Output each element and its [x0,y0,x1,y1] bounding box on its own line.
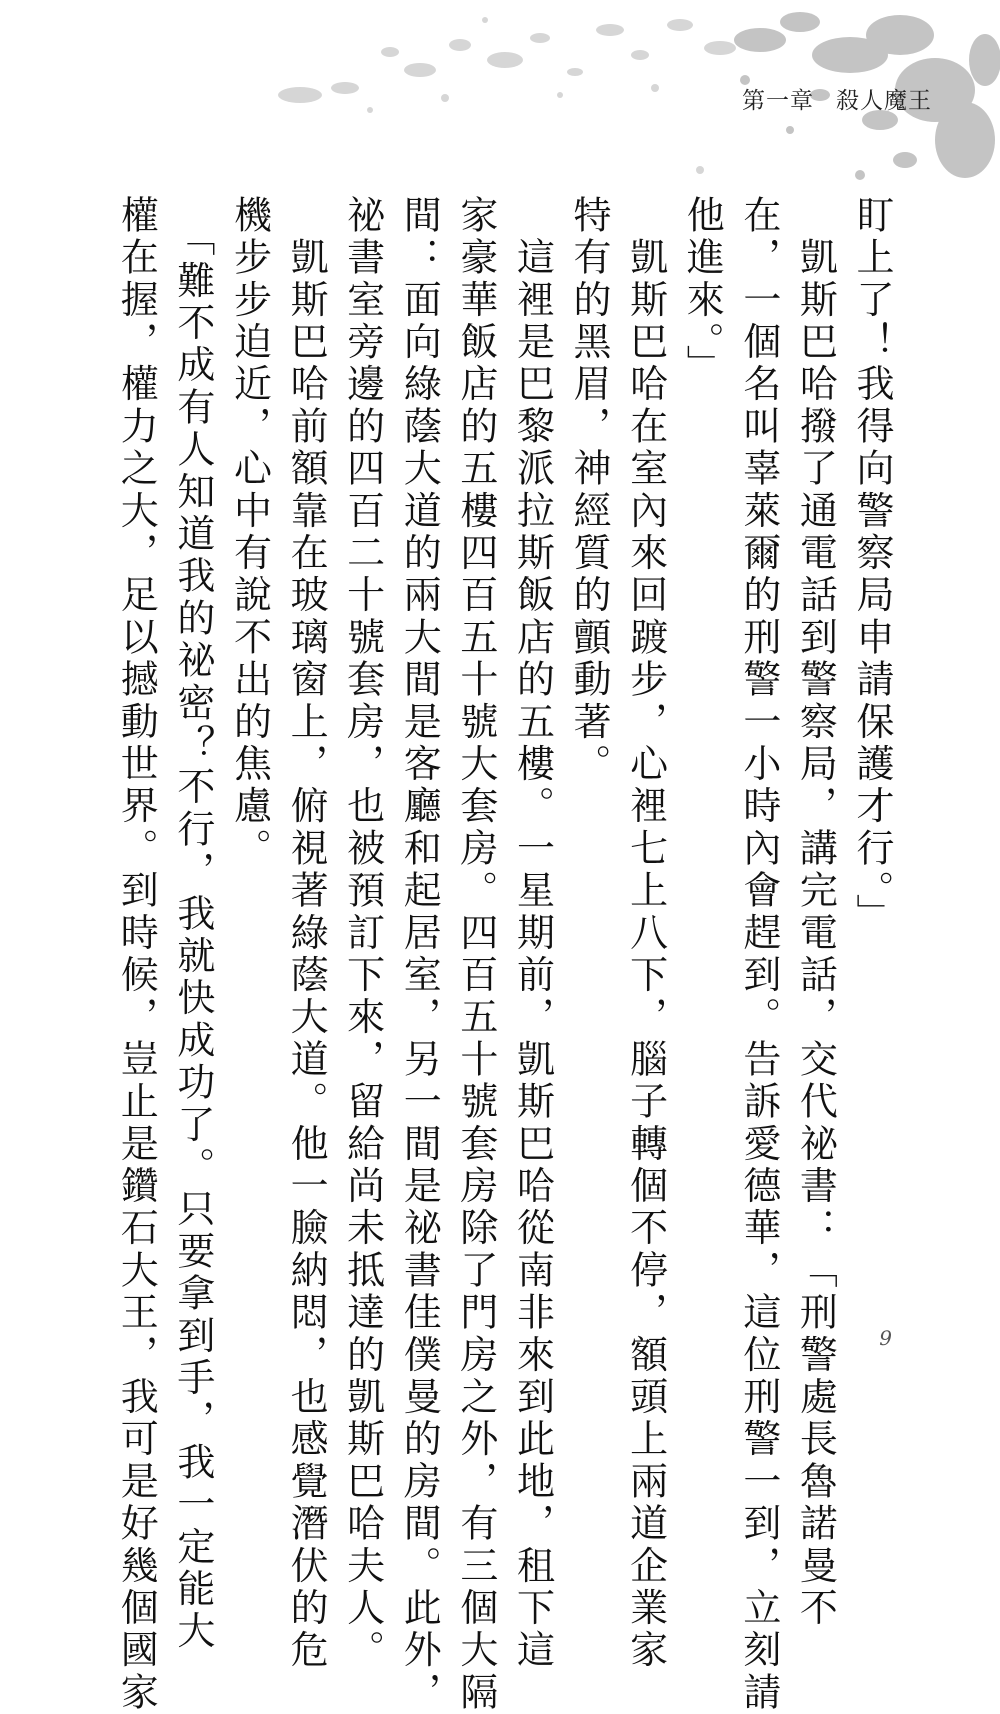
running-header [742,82,932,115]
text-column: 家豪華飯店的五樓四百五十號大套房。四百五十號套房除了門房之外，有三個大隔 [453,195,498,1714]
text-column: 祕書室旁邊的四百二十號套房，也被預訂下來，留給尚未抵達的凱斯巴哈夫人。 [340,195,385,1672]
text-column: 他進來。」 [680,195,725,387]
text-column: 機步步迫近，心中有說不出的焦慮。 [227,195,272,871]
chapter-label: 第一章 [742,88,814,114]
text-column: 凱斯巴哈前額靠在玻璃窗上，俯視著綠蔭大道。他一臉納悶，也感覺潛伏的危 [284,195,329,1672]
splatter-light-group [278,17,736,174]
text-column: 盯上了！我得向警察局申請保護才行。」 [850,195,894,936]
text-column: 凱斯巴哈撥了通電話到警察局，講完電話，交代祕書：「刑警處長魯諾曼不 [793,195,838,1630]
page-number: 9 [879,1326,892,1350]
text-column: 權在握，權力之大，足以撼動世界。到時候，豈止是鑽石大王，我可是好幾個國家 [114,195,159,1714]
text-column: 間：面向綠蔭大道的兩大間是客廳和起居室，另一間是祕書佳僕曼的房間。此外， [397,195,442,1714]
text-column: 在，一個名叫辜萊爾的刑警一小時內會趕到。告訴愛德華，這位刑警一到，立刻請 [736,195,781,1714]
text-column: 凱斯巴哈在室內來回踱步，心裡七上八下，腦子轉個不停，額頭上兩道企業家 [623,195,668,1672]
text-column: 特有的黑眉，神經質的顫動著。 [567,195,612,786]
text-column: 這裡是巴黎派拉斯飯店的五樓。一星期前，凱斯巴哈從南非來到此地，租下這 [510,195,555,1672]
vertical-body-text [108,195,900,1714]
text-column: 「難不成有人知道我的祕密？不行，我就快成功了。只要拿到手，我一定能大 [170,195,215,1653]
chapter-title: 殺人魔王 [836,88,932,114]
